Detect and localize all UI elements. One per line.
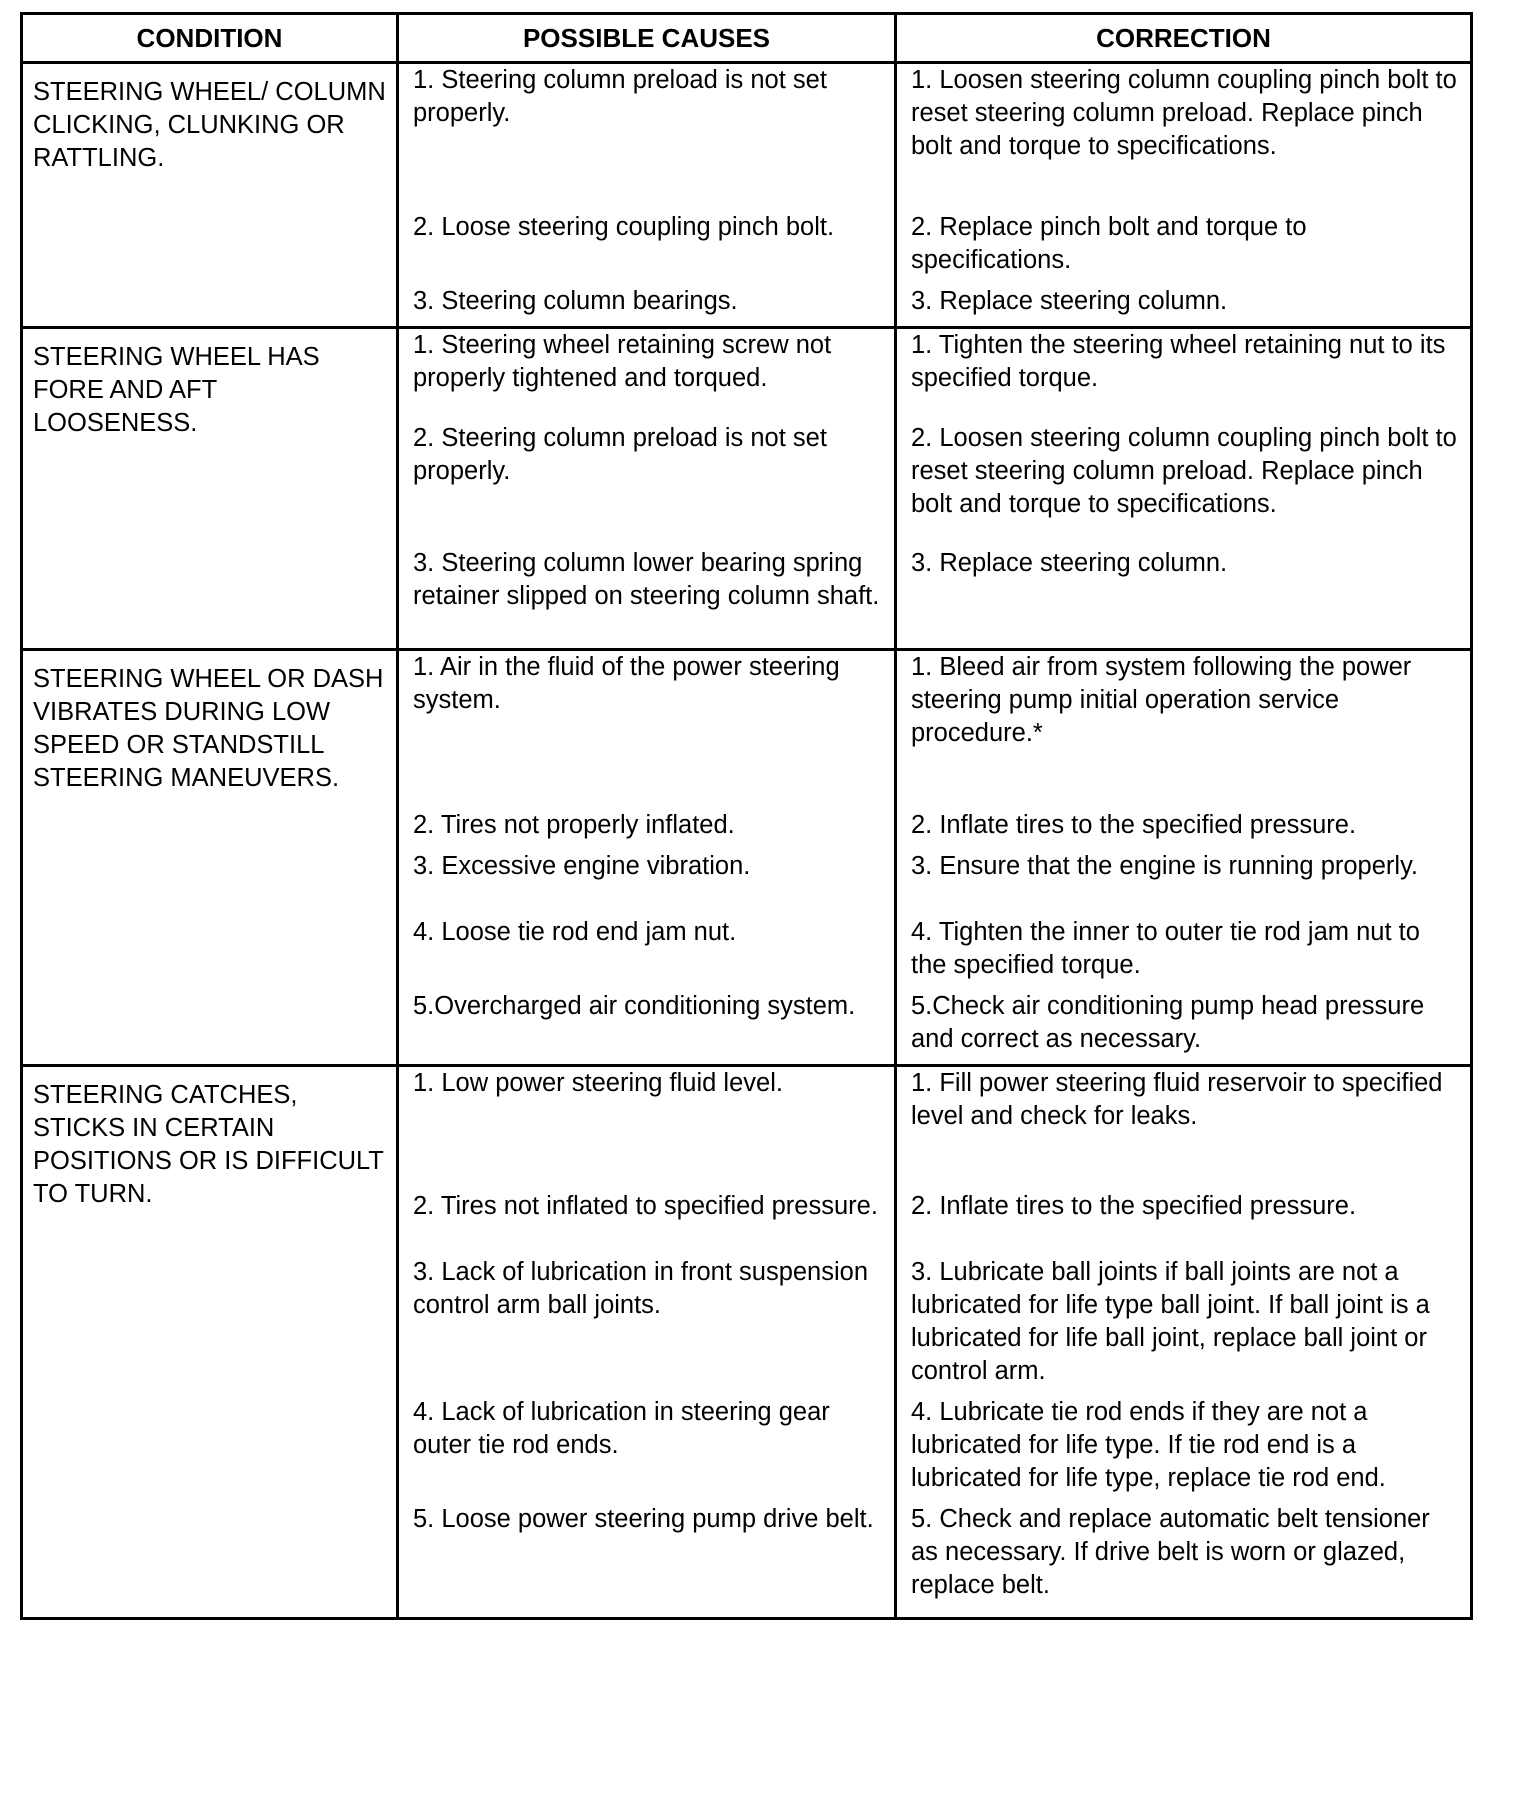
possible-cause-cell: 2. Tires not properly inflated. [398, 809, 896, 850]
table-body [22, 63, 1472, 1619]
possible-cause-cell: 5.Overcharged air conditioning system. [398, 990, 896, 1066]
possible-cause-cell: 2. Tires not inflated to specified pressure. [398, 1190, 896, 1256]
correction-cell: 3. Lubricate ball joints if ball joints are not a lubricated for life type ball joint. If ball joint is a lubricated for life ball joint, replace ball joint or control arm. [896, 1256, 1472, 1396]
possible-cause-cell: 3. Steering column bearings. [398, 285, 896, 328]
correction-cell: 3. Ensure that the engine is running properly. [896, 850, 1472, 916]
possible-cause-cell: 3. Lack of lubrication in front suspension control arm ball joints. [398, 1256, 896, 1396]
header-possible-causes: POSSIBLE CAUSES [398, 14, 896, 63]
correction-cell: 2. Replace pinch bolt and torque to specifications. [896, 211, 1472, 285]
condition-cell: STEERING WHEEL/ COLUMN CLICKING, CLUNKING OR RATTLING. [22, 63, 398, 328]
correction-cell: 2. Loosen steering column coupling pinch bolt to reset steering column preload. Replace pinch bolt and torque to specifications. [896, 422, 1472, 547]
possible-cause-cell: 3. Excessive engine vibration. [398, 850, 896, 916]
possible-cause-cell: 2. Steering column preload is not set properly. [398, 422, 896, 547]
correction-cell: 5. Check and replace automatic belt tensioner as necessary. If drive belt is worn or glazed, replace belt. [896, 1503, 1472, 1619]
possible-cause-cell: 4. Lack of lubrication in steering gear outer tie rod ends. [398, 1396, 896, 1503]
table-row [22, 1066, 1472, 1190]
possible-cause-cell: 3. Steering column lower bearing spring retainer slipped on steering column shaft. [398, 547, 896, 649]
correction-cell: 1. Bleed air from system following the power steering pump initial operation service procedure.* [896, 649, 1472, 809]
correction-cell: 1. Fill power steering fluid reservoir to specified level and check for leaks. [896, 1066, 1472, 1190]
possible-cause-cell: 1. Steering wheel retaining screw not properly tightened and torqued. [398, 327, 896, 422]
correction-cell: 2. Inflate tires to the specified pressure. [896, 1190, 1472, 1256]
correction-cell: 1. Loosen steering column coupling pinch bolt to reset steering column preload. Replace pinch bolt and torque to specifications. [896, 63, 1472, 211]
table-row [22, 327, 1472, 422]
possible-cause-cell: 1. Low power steering fluid level. [398, 1066, 896, 1190]
possible-cause-cell: 1. Steering column preload is not set properly. [398, 63, 896, 211]
correction-cell: 2. Inflate tires to the specified pressure. [896, 809, 1472, 850]
diagnosis-table [20, 12, 1473, 1620]
table-row [22, 63, 1472, 211]
correction-cell: 1. Tighten the steering wheel retaining nut to its specified torque. [896, 327, 1472, 422]
possible-cause-cell: 1. Air in the fluid of the power steering system. [398, 649, 896, 809]
header-row [22, 14, 1472, 63]
header-condition: CONDITION [22, 14, 398, 63]
correction-cell: 3. Replace steering column. [896, 285, 1472, 328]
correction-cell: 4. Lubricate tie rod ends if they are not a lubricated for life type. If tie rod end is a lubricated for life type, replace tie rod end. [896, 1396, 1472, 1503]
possible-cause-cell: 2. Loose steering coupling pinch bolt. [398, 211, 896, 285]
header-correction: CORRECTION [896, 14, 1472, 63]
possible-cause-cell: 4. Loose tie rod end jam nut. [398, 916, 896, 990]
correction-cell: 4. Tighten the inner to outer tie rod jam nut to the specified torque. [896, 916, 1472, 990]
correction-cell: 5.Check air conditioning pump head pressure and correct as necessary. [896, 990, 1472, 1066]
table-row [22, 649, 1472, 809]
correction-cell: 3. Replace steering column. [896, 547, 1472, 649]
condition-cell: STEERING CATCHES, STICKS IN CERTAIN POSITIONS OR IS DIFFICULT TO TURN. [22, 1066, 398, 1619]
condition-cell: STEERING WHEEL OR DASH VIBRATES DURING LOW SPEED OR STANDSTILL STEERING MANEUVERS. [22, 649, 398, 1066]
condition-cell: STEERING WHEEL HAS FORE AND AFT LOOSENESS. [22, 327, 398, 649]
possible-cause-cell: 5. Loose power steering pump drive belt. [398, 1503, 896, 1619]
